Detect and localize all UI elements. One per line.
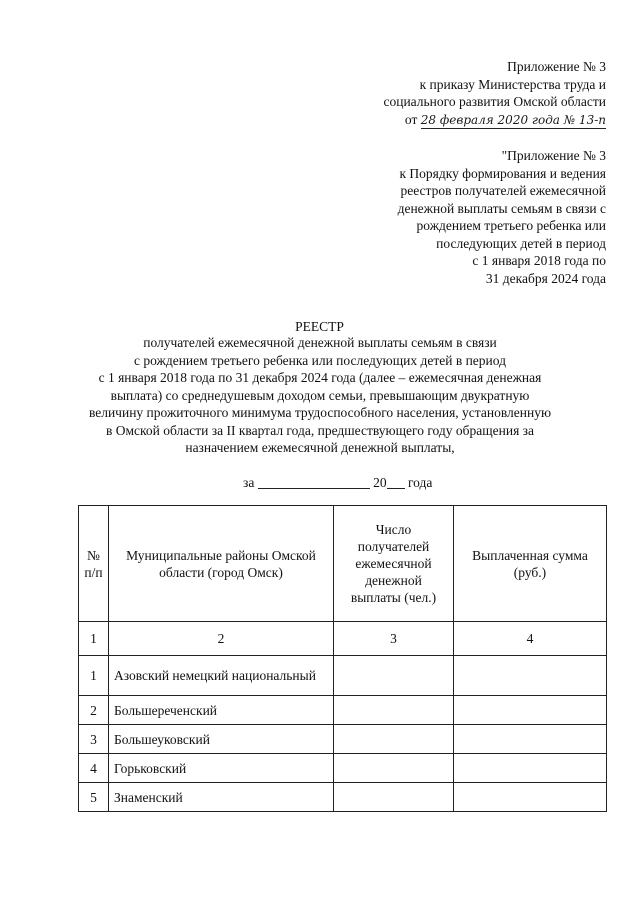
period-blank [258, 488, 370, 489]
district-name: Горьковский [109, 754, 334, 783]
header-amount: Выплаченная сумма (руб.) [454, 506, 607, 622]
column-number: 4 [454, 622, 607, 656]
period-year-prefix: 20 [373, 475, 387, 490]
amount-cell[interactable] [454, 725, 607, 754]
appendix-quote-line: "Приложение № 3 [501, 148, 606, 163]
registry-description-line: с 1 января 2018 года по 31 декабря 2024 года (далее – ежемесячная денежная [98, 370, 542, 385]
district-name: Большереченский [109, 696, 334, 725]
appendix-order-ref: к приказу Министерства труда и [419, 76, 606, 92]
appendix-quote [356, 147, 606, 287]
amount-cell[interactable] [454, 754, 607, 783]
handwritten-order-date: 28 февраля 2020 года № 13-п [420, 112, 606, 127]
appendix-quote-line: денежной выплаты семьям в связи с [397, 200, 606, 216]
appendix-quote-line: с 1 января 2018 года по [472, 253, 606, 268]
row-number: 1 [79, 656, 109, 696]
appendix-ministry: социального развития Омской области [383, 94, 606, 109]
period-suffix: года [407, 475, 433, 490]
appendix-quote-line: последующих детей в период [436, 235, 606, 251]
order-date-line [383, 111, 606, 129]
appendix-number: Приложение № 3 [507, 59, 606, 74]
header-number: № п/п [79, 506, 109, 622]
table-row [79, 656, 607, 696]
recipients-cell[interactable] [334, 783, 454, 812]
registry-title: РЕЕСТР [295, 319, 344, 334]
table-row [79, 696, 607, 725]
row-number: 3 [79, 725, 109, 754]
recipients-cell[interactable] [334, 696, 454, 725]
row-number: 4 [79, 754, 109, 783]
registry-description-line: с рождением третьего ребенка или последующих детей в период [133, 352, 506, 368]
header-district: Муниципальные районы Омской области (город Омск) [109, 506, 334, 622]
recipients-cell[interactable] [334, 656, 454, 696]
appendix-header [383, 58, 606, 129]
amount-cell[interactable] [454, 783, 607, 812]
table-row [79, 725, 607, 754]
appendix-quote-line: реестров получателей ежемесячной [400, 183, 606, 198]
district-name: Азовский немецкий национальный [109, 656, 334, 696]
registry-description-line: величину прожиточного минимума трудоспособного населения, установленную [88, 405, 552, 420]
column-number: 1 [79, 622, 109, 656]
amount-cell[interactable] [454, 656, 607, 696]
row-number: 5 [79, 783, 109, 812]
registry-description-line: получателей ежемесячной денежной выплаты семьям в связи [143, 335, 497, 350]
table-header-row [79, 506, 607, 622]
appendix-quote-line: 31 декабря 2024 года [485, 270, 606, 286]
column-number: 3 [334, 622, 454, 656]
registry-description [40, 334, 600, 457]
order-date-prefix: от [404, 111, 418, 127]
recipients-cell[interactable] [334, 725, 454, 754]
period-line [243, 474, 432, 492]
registry-table [78, 505, 607, 812]
period-year-blank [387, 488, 405, 489]
recipients-cell[interactable] [334, 754, 454, 783]
table-row [79, 754, 607, 783]
appendix-quote-line: к Порядку формирования и ведения [399, 165, 606, 181]
registry-description-line: в Омской области за II квартал года, предшествующего году обращения за [106, 422, 534, 438]
column-number: 2 [109, 622, 334, 656]
district-name: Знаменский [109, 783, 334, 812]
registry-description-line: назначением ежемесячной денежной выплаты, [185, 440, 455, 455]
column-number-row [79, 622, 607, 656]
period-prefix: за [243, 475, 255, 490]
table-row [79, 783, 607, 812]
registry-description-line: выплата) со среднедушевым доходом семьи, превышающим двукратную [110, 387, 530, 403]
amount-cell[interactable] [454, 696, 607, 725]
row-number: 2 [79, 696, 109, 725]
header-recipients: Число получателей ежемесячной денежной выплаты (чел.) [334, 506, 454, 622]
appendix-quote-line: рождением третьего ребенка или [416, 218, 606, 233]
district-name: Большеуковский [109, 725, 334, 754]
